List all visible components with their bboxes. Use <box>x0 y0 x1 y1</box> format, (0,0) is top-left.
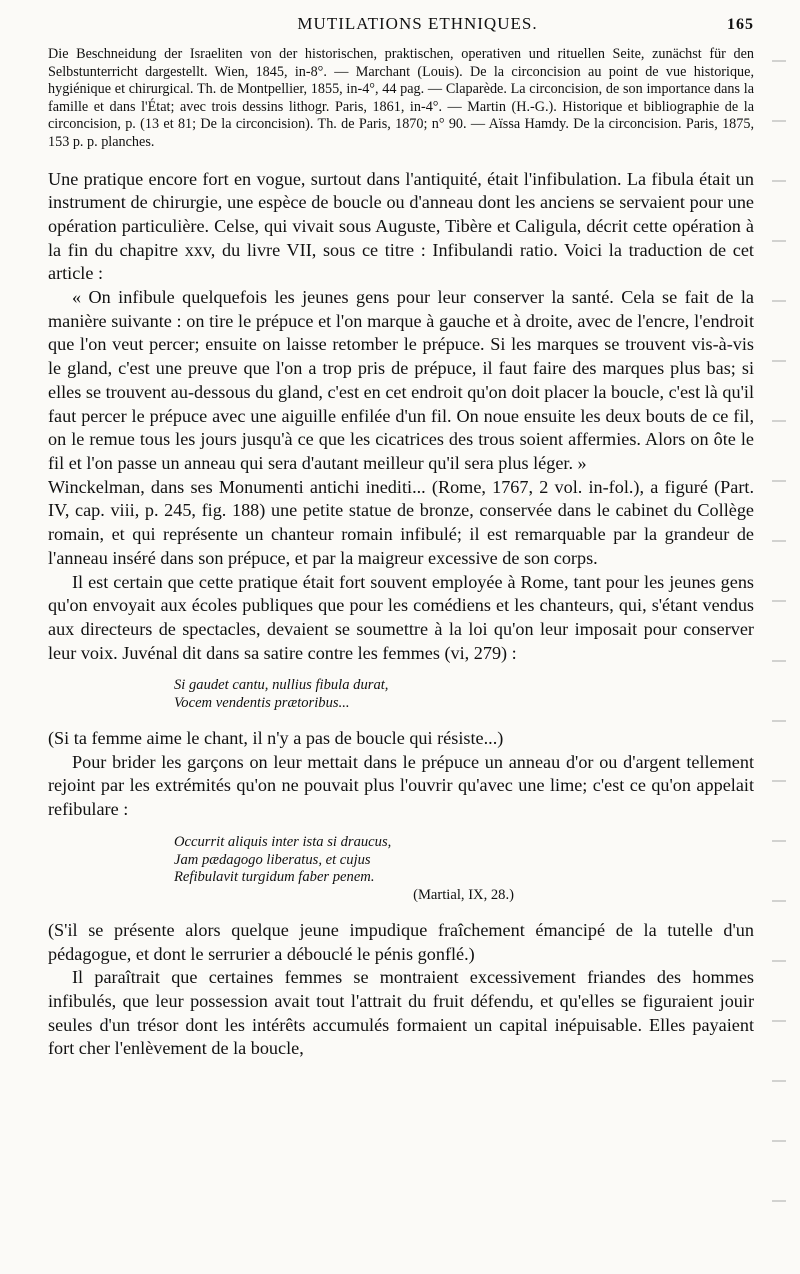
paragraph: Une pratique encore fort en vogue, surtout dans l'antiquité, était l'infibulation. La fibula était un instrument de chirurgie, une espèce de boucle ou d'anneau dont les anciens se servaient pour une opération particulière. Celse, qui vivait sous Auguste, Tibère et Caligula, décrit cette opération à la fin du chapitre xxv, du livre VII, sous ce titre : Infibulandi ratio. Voici la traduction de cet article : <box>48 168 754 284</box>
paragraph: « On infibule quelquefois les jeunes gens pour leur conserver la santé. Cela se fait de la manière suivante : on tire le prépuce et l'on marque à gauche et à droite, avec de l'encre, l'endroit que l'on veut percer; ensuite on laisse retomber le prépuce. Si les marques se trouvent vis-à-vis le gland, c'est une preuve que l'on a trop pris de prépuce, il faut faire des marques plus bas; si elles se trouvent au-dessous du gland, c'est en cet endroit qu'on doit placer la boucle, c'est là qu'il faut percer le prépuce avec une aiguille enfilée d'un fil. On noue ensuite les deux bouts de ce fil, on le remue tous les jours jusqu'à ce que les cicatrices des trous soient affermies. Alors on ôte le fil et l'on passe un anneau qui sera d'autant meilleur qu'il sera plus léger. » <box>48 287 754 473</box>
paragraph: Il paraîtrait que certaines femmes se montraient excessivement friandes des hommes infibulés, que leur possession avait tout l'attrait du fruit défendu, et qu'elles se figuraient jouir seules d'un trésor dont les intérêts accumulés formaient un capital inépuisable. Elles payaient fort cher l'enlèvement de la boucle, <box>48 967 754 1059</box>
latin-quote <box>174 834 754 905</box>
running-header <box>48 14 754 44</box>
paragraph: Pour brider les garçons on leur mettait dans le prépuce un anneau d'or ou d'argent tellement rejoint par les extrémités qu'on ne pouvait plus l'ouvrir qu'avec une lime; c'est ce qu'on appelait refibulare : <box>48 751 754 820</box>
running-title: MUTILATIONS ETHNIQUES. <box>297 14 538 33</box>
page-number: 165 <box>727 16 754 33</box>
latin-quote <box>174 677 754 713</box>
paragraph: (S'il se présente alors quelque jeune impudique fraîchement émancipé de la tutelle d'un pédagogue, et dont le serrurier a débouclé le pénis gonflé.) <box>48 919 754 964</box>
paragraph: Il est certain que cette pratique était fort souvent employée à Rome, tant pour les jeunes gens qu'on envoyait aux écoles publiques que pour les comédiens et les chanteurs, qui, s'étant vendus aux directeurs de spectacles, devaient se soumettre à la loi qu'on leur imposait pour conserver leur voix. Juvénal dit dans sa satire contre les femmes (vi, 279) : <box>48 571 754 663</box>
page-edge-marks <box>772 30 786 1250</box>
quote-citation: (Martial, IX, 28.) <box>413 887 514 904</box>
quote-line: Jam pædagogo liberatus, et cujus <box>174 851 371 868</box>
quote-line: Si gaudet cantu, nullius fibula durat, <box>174 677 389 694</box>
bibliography-note <box>48 46 754 152</box>
paragraph: (Si ta femme aime le chant, il n'y a pas de boucle qui résiste...) <box>48 727 504 748</box>
note-text: Die Beschneidung der Israeliten von der historischen, praktischen, operativen und rituellen Seite, zunächst für den Selbstunterricht dargestellt. Wien, 1845, in-8°. — Marchant (Louis). De la circoncision au point de vue historique, hygiénique et chirurgical. Th. de Montpellier, 1855, in-4°, 44 pag. — Claparède. La circoncision, de son importance dans la famille et dans l'État; avec trois dessins lithogr. Paris, 1861, in-4°. — Martin (H.-G.). Historique et bibliographie de la circoncision, p. (13 et 81; De la circoncision). Th. de Paris, 1870; n° 90. — Aïssa Hamdy. De la circoncision. Paris, 1875, 153 p. p. planches. <box>48 46 754 150</box>
quote-line: Occurrit aliquis inter ista si draucus, <box>174 833 392 850</box>
page <box>48 14 754 1061</box>
body-text <box>48 168 754 1062</box>
quote-line: Refibulavit turgidum faber penem. <box>174 869 375 886</box>
quote-line: Vocem vendentis prætoribus... <box>174 695 350 712</box>
paragraph: Winckelman, dans ses Monumenti antichi inediti... (Rome, 1767, 2 vol. in-fol.), a figuré (Part. IV, cap. viii, p. 245, fig. 188) une petite statue de bronze, conservée dans le cabinet du Collège romain, et qui représente un chanteur romain infibulé; il est remarquable par la grandeur de l'anneau inséré dans son prépuce, et par la maigreur excessive de son corps. <box>48 476 754 568</box>
